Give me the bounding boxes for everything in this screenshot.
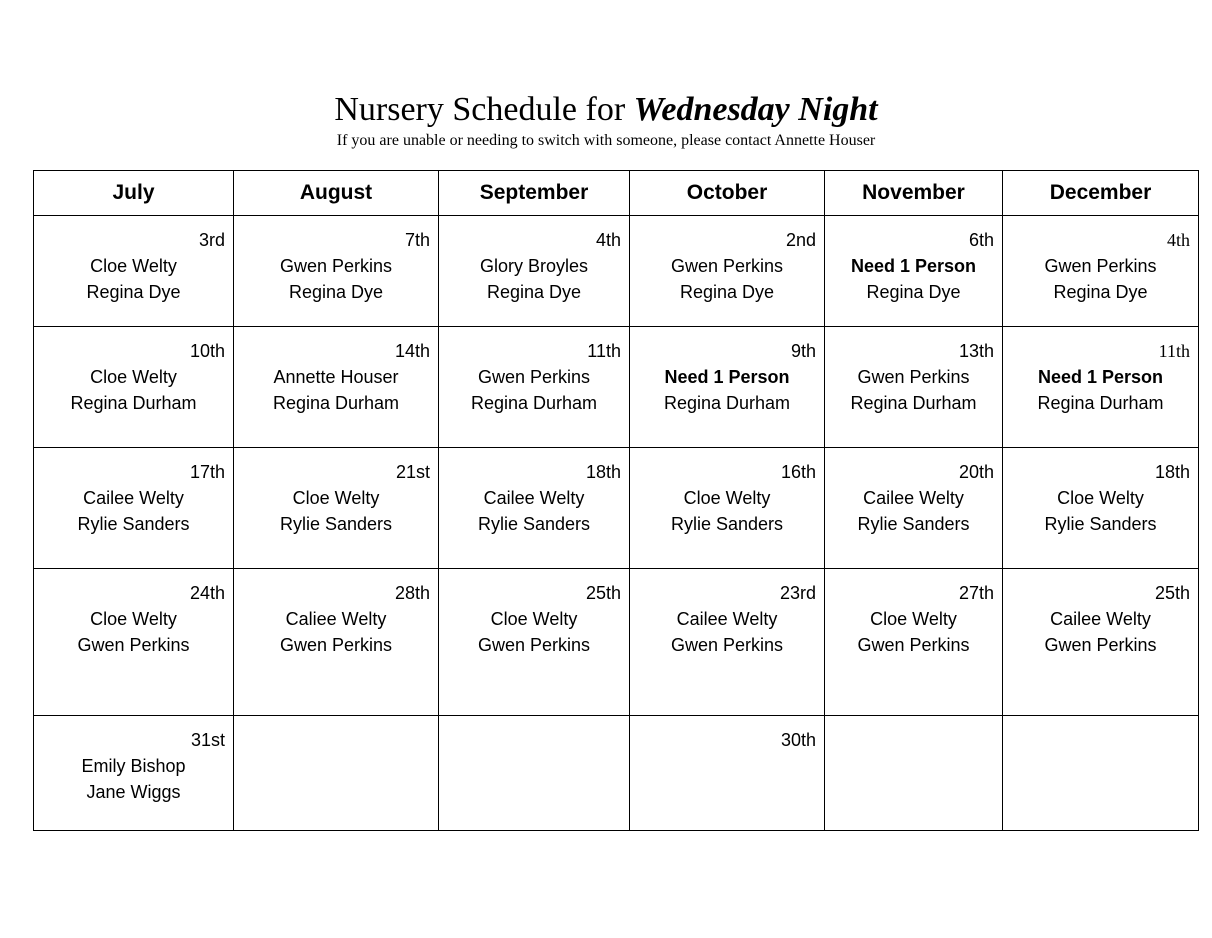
schedule-cell — [630, 448, 825, 569]
volunteer-name: Emily Bishop — [81, 756, 186, 776]
volunteer-name: Regina Durham — [70, 393, 197, 413]
volunteer-name: Regina Durham — [470, 393, 598, 413]
table-row — [34, 716, 1199, 831]
volunteer-name: Gwen Perkins — [477, 367, 591, 387]
schedule-cell — [234, 448, 439, 569]
schedule-cell — [439, 216, 630, 327]
table-row — [34, 327, 1199, 448]
volunteer-name: Gwen Perkins — [279, 635, 393, 655]
schedule-cell — [630, 216, 825, 327]
date-label: 27th — [958, 583, 994, 603]
volunteer-name: Cailee Welty — [1050, 609, 1151, 629]
volunteer-name: Jane Wiggs — [86, 782, 181, 802]
page-title — [0, 90, 1212, 130]
schedule-cell — [439, 327, 630, 448]
schedule-table — [33, 170, 1199, 831]
schedule-cell — [630, 569, 825, 716]
header — [0, 90, 1212, 151]
volunteer-name: Gwen Perkins — [857, 367, 970, 387]
open-slot-label: Need 1 Person — [850, 256, 977, 276]
schedule-cell — [34, 716, 234, 831]
date-label: 10th — [189, 341, 225, 361]
volunteer-name: Caliee Welty — [285, 609, 387, 629]
volunteer-name: Cloe Welty — [683, 488, 771, 508]
month-header-row — [34, 171, 1199, 216]
volunteer-name: Regina Durham — [663, 393, 791, 413]
subtitle: If you are unable or needing to switch with someone, please contact Annette Houser — [336, 132, 876, 149]
volunteer-name: Gwen Perkins — [1044, 256, 1157, 276]
volunteer-name: Annette Houser — [273, 367, 399, 387]
volunteer-name: Cloe Welty — [1057, 488, 1144, 508]
date-label: 25th — [585, 583, 621, 603]
schedule-cell — [234, 327, 439, 448]
schedule-cell — [234, 569, 439, 716]
date-label: 4th — [595, 230, 621, 250]
schedule-cell — [34, 327, 234, 448]
volunteer-name: Regina Dye — [486, 282, 582, 302]
schedule-cell — [439, 569, 630, 716]
month-header-october: October — [630, 171, 825, 216]
schedule-cell — [825, 716, 1003, 831]
volunteer-name: Regina Dye — [866, 282, 961, 302]
title-emphasis: Wednesday Night — [633, 91, 878, 128]
volunteer-name: Regina Dye — [679, 282, 775, 302]
date-label: 14th — [394, 341, 430, 361]
date-label: 16th — [780, 462, 816, 482]
volunteer-name: Glory Broyles — [479, 256, 589, 276]
schedule-cell — [825, 327, 1003, 448]
volunteer-name: Rylie Sanders — [670, 514, 784, 534]
schedule-cell — [1003, 569, 1199, 716]
schedule-cell — [1003, 327, 1199, 448]
table-row — [34, 448, 1199, 569]
date-label: 7th — [404, 230, 430, 250]
date-label: 28th — [394, 583, 430, 603]
schedule-cell — [825, 216, 1003, 327]
date-label: 25th — [1154, 583, 1190, 603]
volunteer-name: Regina Durham — [272, 393, 400, 413]
volunteer-name: Cloe Welty — [90, 256, 177, 276]
schedule-cell — [1003, 216, 1199, 327]
open-slot-label: Need 1 Person — [1037, 367, 1164, 387]
volunteer-name: Regina Durham — [850, 393, 977, 413]
volunteer-name: Rylie Sanders — [477, 514, 591, 534]
date-label: 4th — [1166, 230, 1190, 250]
schedule-cell — [630, 327, 825, 448]
volunteer-name: Cloe Welty — [292, 488, 380, 508]
volunteer-name: Cailee Welty — [676, 609, 778, 629]
volunteer-name: Cailee Welty — [83, 488, 184, 508]
volunteer-name: Cailee Welty — [863, 488, 964, 508]
month-header-august: August — [234, 171, 439, 216]
month-header-september: September — [439, 171, 630, 216]
schedule-cell — [439, 448, 630, 569]
volunteer-name: Rylie Sanders — [1044, 514, 1157, 534]
table-row — [34, 569, 1199, 716]
date-label: 11th — [1158, 341, 1190, 361]
date-label: 17th — [189, 462, 225, 482]
date-label: 13th — [958, 341, 994, 361]
open-slot-label: Need 1 Person — [664, 367, 790, 387]
date-label: 23rd — [779, 583, 816, 603]
date-label: 24th — [189, 583, 225, 603]
month-header-july: July — [34, 171, 234, 216]
schedule-cell — [234, 216, 439, 327]
table-row — [34, 216, 1199, 327]
date-label: 18th — [1154, 462, 1190, 482]
month-header-december: December — [1003, 171, 1199, 216]
volunteer-name: Rylie Sanders — [857, 514, 970, 534]
volunteer-name: Gwen Perkins — [1044, 635, 1157, 655]
volunteer-name: Gwen Perkins — [670, 635, 784, 655]
volunteer-name: Gwen Perkins — [477, 635, 591, 655]
schedule-cell — [1003, 716, 1199, 831]
volunteer-name: Cloe Welty — [90, 609, 177, 629]
volunteer-name: Gwen Perkins — [670, 256, 784, 276]
date-label: 11th — [587, 341, 621, 361]
month-header-november: November — [825, 171, 1003, 216]
date-label: 21st — [395, 462, 430, 482]
schedule-cell — [34, 448, 234, 569]
volunteer-name: Cailee Welty — [483, 488, 585, 508]
volunteer-name: Gwen Perkins — [279, 256, 393, 276]
schedule-cell — [234, 716, 439, 831]
schedule-cell — [630, 716, 825, 831]
schedule-cell — [825, 448, 1003, 569]
date-label: 2nd — [785, 230, 816, 250]
date-label: 6th — [968, 230, 994, 250]
volunteer-name: Regina Dye — [1053, 282, 1148, 302]
schedule-cell — [34, 569, 234, 716]
volunteer-name: Cloe Welty — [90, 367, 177, 387]
schedule-cell — [825, 569, 1003, 716]
date-label: 18th — [585, 462, 621, 482]
volunteer-name: Cloe Welty — [870, 609, 957, 629]
volunteer-name: Regina Dye — [86, 282, 181, 302]
volunteer-name: Rylie Sanders — [279, 514, 393, 534]
schedule-cell — [439, 716, 630, 831]
volunteer-name: Regina Durham — [1037, 393, 1164, 413]
date-label: 9th — [790, 341, 816, 361]
volunteer-name: Cloe Welty — [490, 609, 578, 629]
date-label: 30th — [780, 730, 816, 750]
schedule-cell — [34, 216, 234, 327]
date-label: 31st — [190, 730, 225, 750]
date-label: 3rd — [198, 230, 225, 250]
volunteer-name: Regina Dye — [288, 282, 384, 302]
volunteer-name: Rylie Sanders — [77, 514, 190, 534]
date-label: 20th — [958, 462, 994, 482]
schedule-cell — [1003, 448, 1199, 569]
title-prefix: Nursery Schedule for — [334, 91, 634, 128]
volunteer-name: Gwen Perkins — [857, 635, 970, 655]
volunteer-name: Gwen Perkins — [77, 635, 190, 655]
